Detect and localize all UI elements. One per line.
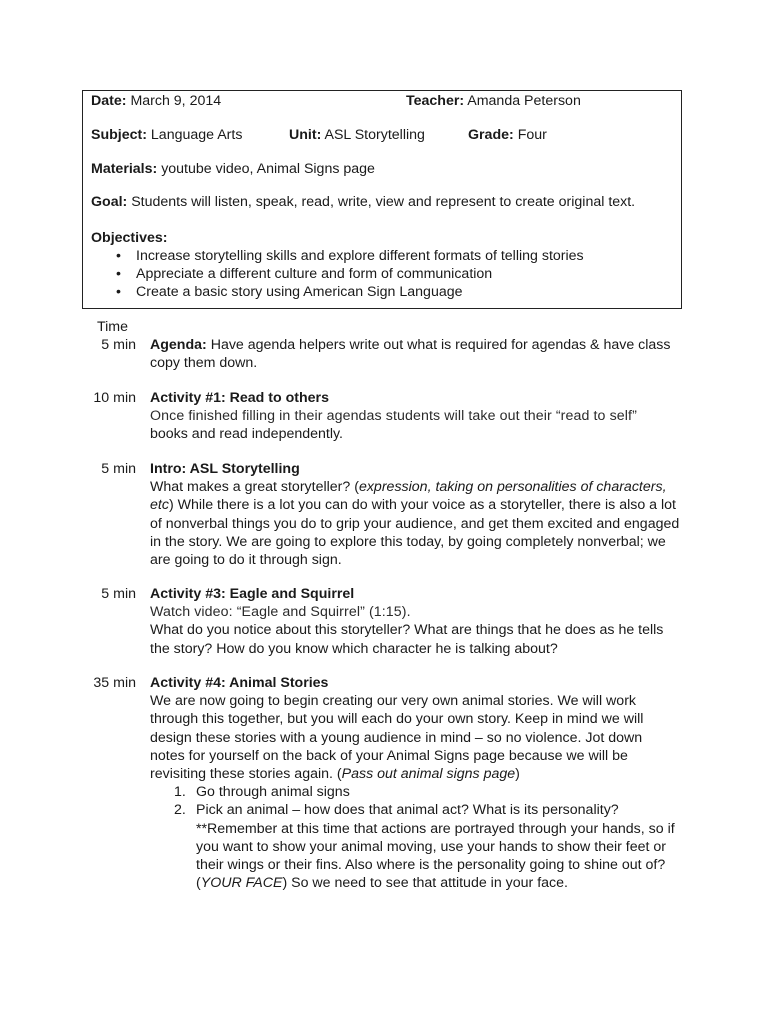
section-title: Agenda: <box>150 337 207 353</box>
materials-label: Materials: <box>91 161 158 177</box>
section-time: 10 min <box>93 390 136 406</box>
goal-label: Goal: <box>91 194 128 210</box>
objectives-list <box>110 247 584 302</box>
steps-list <box>150 783 680 892</box>
section-text-line: Once finished filling in their agendas students will take out their “read to self” <box>150 408 637 425</box>
materials-value: youtube video, Animal Signs page <box>161 161 375 177</box>
unit-label: Unit: <box>289 127 322 143</box>
section-title: Intro: ASL Storytelling <box>150 461 300 477</box>
grade-label: Grade: <box>468 127 514 143</box>
teacher-label: Teacher: <box>406 93 465 109</box>
step-item: 1. Go through animal signs <box>174 784 350 801</box>
section-text: We are now going to begin creating our very own animal stories. We will work through this together, but you will each do your own story. Keep in mind we will design these stories with a young audience in mind – so no violence. Jot down notes for yourself on the back of your Animal Signs page because we will be revisiting these stories again. (Pass out animal signs page) <box>150 693 644 783</box>
date-value: March 9, 2014 <box>130 93 222 109</box>
section-text: Have agenda helpers write out what is required for agendas & have class copy them down. <box>150 337 671 372</box>
grade-value: Four <box>517 127 547 143</box>
date-label: Date: <box>91 93 127 109</box>
step-item: 2. Pick an animal – how does that animal act? What is its personality? **Remember at this time that actions are portrayed through your hands, so if you want to show your animal moving, use your hands to show their feet or their wings or their fins. Also where is the personality going to shine out of? (YOUR FACE) So we need to see that attitude in your face. <box>174 802 675 892</box>
section-time: 5 min <box>101 337 136 353</box>
section-content <box>150 674 680 892</box>
materials-line <box>91 160 375 178</box>
objective-item: • Increase storytelling skills and explore different formats of telling stories <box>110 247 584 265</box>
section-text: What do you notice about this storyteller? What are things that he does as he tells the story? How do you know which character he is talking about? <box>150 622 664 657</box>
subject-label: Subject: <box>91 127 147 143</box>
section-title: Activity #1: Read to others <box>150 390 329 406</box>
section-title: Activity #3: Eagle and Squirrel <box>150 586 355 602</box>
objective-item: • Appreciate a different culture and form of communication <box>110 265 584 283</box>
objectives-heading: Objectives: <box>91 230 168 246</box>
unit-value: ASL Storytelling <box>324 127 425 143</box>
teacher-line <box>406 92 581 110</box>
section-text: What makes a great storyteller? (expression, taking on personalities of characters, etc) While there is a lot you can do with your voice as a storyteller, there is also a lot of nonverbal things you do to grip your audience, and get them excited and engaged in the story. We are going to explore this today, by going completely nonverbal; we are going to do it through sign. <box>150 479 680 569</box>
section-content <box>150 389 680 444</box>
section-time: 5 min <box>101 461 136 477</box>
section-text-line: books and read independently. <box>150 426 343 443</box>
unit-line <box>289 126 425 144</box>
section-content <box>150 336 680 372</box>
goal-line <box>91 193 635 211</box>
time-column-heading: Time <box>97 319 129 335</box>
section-text-line: Watch video: “Eagle and Squirrel” (1:15). <box>150 604 411 621</box>
grade-line <box>468 126 547 144</box>
objective-item: • Create a basic story using American Sign Language <box>110 283 584 301</box>
section-title: Activity #4: Animal Stories <box>150 675 329 691</box>
goal-value: Students will listen, speak, read, write, view and represent to create original text. <box>131 194 636 210</box>
section-content <box>150 460 680 569</box>
section-content <box>150 585 680 658</box>
teacher-value: Amanda Peterson <box>467 93 581 109</box>
section-time: 35 min <box>93 675 136 691</box>
date-line <box>91 92 221 110</box>
subject-line <box>91 126 242 144</box>
section-time: 5 min <box>101 586 136 602</box>
subject-value: Language Arts <box>150 127 243 143</box>
